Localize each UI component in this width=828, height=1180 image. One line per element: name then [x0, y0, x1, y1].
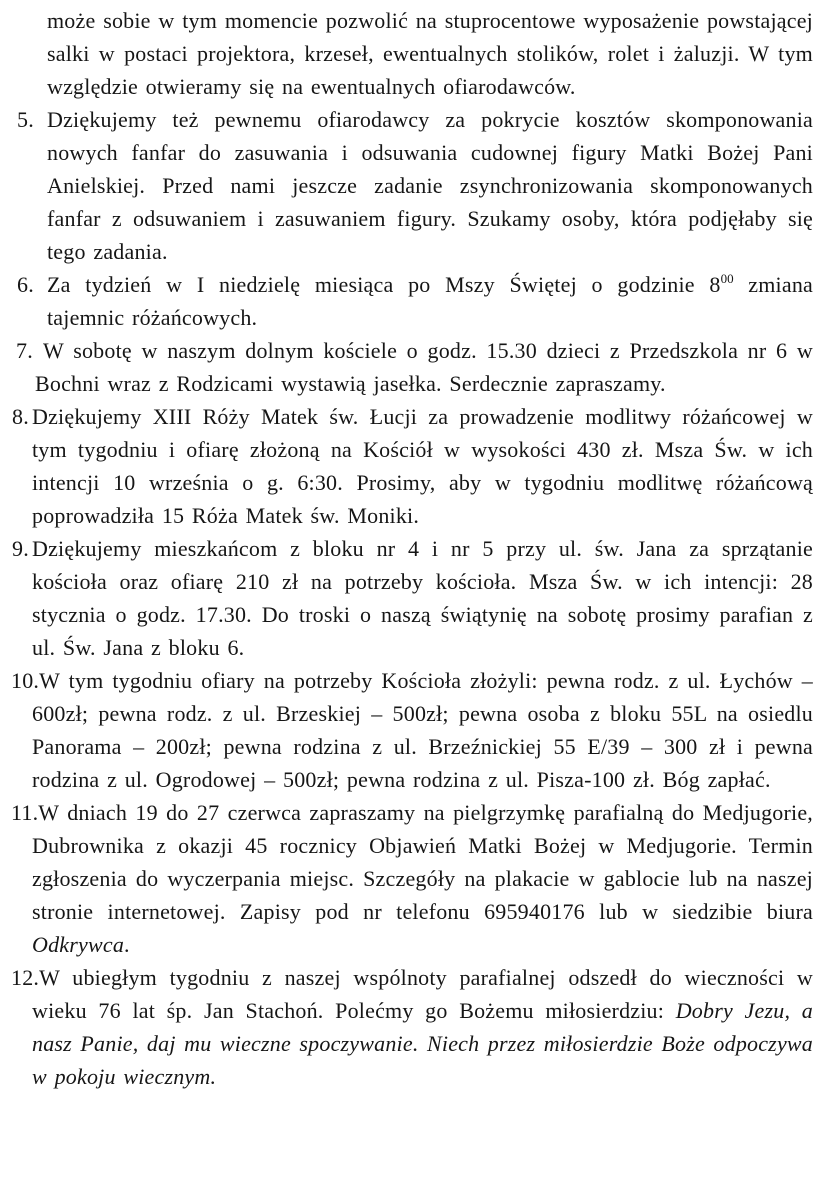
- item-text: W tym tygodniu ofiary na potrzeby Kościoła złożyli: pewna rodz. z ul. Łychów – 600zł; pewna rodz. z ul. Brzeskiej – 500zł; pewna osoba z bloku 55L na osiedlu Panorama – 200zł; pewna rodzina z ul. Brzeźnickiej 55 E/39 – 300 zł i pewna rodzina z ul. Ogrodowej – 500zł; pewna rodzina z ul. Pisza-100 zł. Bóg zapłać.: [32, 668, 813, 792]
- announcement-item-8: [0, 400, 813, 532]
- announcement-item-9: [0, 532, 813, 664]
- announcement-item-6: [0, 268, 813, 334]
- item-text-italic-prayer: Dobry Jezu, a nasz Panie, daj mu wieczne spoczywanie. Niech przez miłosierdzie Boże odpoczywa w pokoju wiecznym.: [32, 998, 813, 1089]
- item-number-5: 5.: [17, 107, 34, 132]
- item-text: Dziękujemy mieszkańcom z bloku nr 4 i nr 5 przy ul. św. Jana za sprzątanie kościoła oraz ofiarę 210 zł na potrzeby kościoła. Msza Św. w ich intencji: 28 stycznia o godz. 17.30. Do troski o naszą świątynię na sobotę prosimy parafian z ul. Św. Jana z bloku 6.: [32, 536, 813, 660]
- announcement-item-11: [0, 796, 813, 961]
- announcement-item-10: [0, 664, 813, 796]
- item-text: Dziękujemy XIII Róży Matek św. Łucji za prowadzenie modlitwy różańcowej w tym tygodniu i ofiarę złożoną na Kościół w wysokości 430 zł. Msza Św. w ich intencji 10 września o g. 6:30. Prosimy, aby w tygodniu modlitwę różańcową poprowadziła 15 Róża Matek św. Moniki.: [32, 404, 813, 528]
- item-number-9: 9.: [12, 536, 29, 561]
- item-text: W dniach 19 do 27 czerwca zapraszamy na pielgrzymkę parafialną do Medjugorie, Dubrownika z okazji 45 rocznicy Objawień Matki Bożej w Medjugorie. Termin zgłoszenia do wyczerpania miejsc. Szczegóły na plakacie w gablocie lub na naszej stronie internetowej. Zapisy pod nr telefonu 695940176 lub w siedzibie biura: [32, 800, 813, 924]
- paragraph-text: może sobie w tym momencie pozwolić na stuprocentowe wyposażenie powstającej salki w postaci projektora, krzeseł, ewentualnych stolików, rolet i żaluzji. W tym względzie otwieramy się na ewentualnych ofiarodawców.: [47, 8, 813, 99]
- item-text: W sobotę w naszym dolnym kościele o godz. 15.30 dzieci z Przedszkola nr 6 w Bochni wraz z Rodzicami wystawią jasełka. Serdecznie zapraszamy.: [35, 338, 813, 396]
- announcement-item-12: [0, 961, 813, 1093]
- item-number-8: 8.: [12, 404, 29, 429]
- item-text: .: [124, 932, 130, 957]
- item-text: W ubiegłym tygodniu z naszej wspólnoty parafialnej odszedł do wieczności w wieku 76 lat śp. Jan Stachoń. Polećmy go Bożemu miłosierdziu:: [32, 965, 813, 1023]
- item-number-11: 11.: [11, 800, 39, 825]
- announcement-item-5: [0, 103, 813, 268]
- item-text-italic-office-name: Odkrywca: [32, 932, 125, 957]
- paragraph-continuation-item-4: [0, 4, 813, 103]
- item-text: Dziękujemy też pewnemu ofiarodawcy za pokrycie kosztów skomponowania nowych fanfar do zasuwania i odsuwania cudownej figury Matki Bożej Pani Anielskiej. Przed nami jeszcze zadanie zsynchronizowania skomponowanych fanfar z odsuwaniem i zasuwaniem figury. Szukamy osoby, która podjęłaby się tego zadania.: [47, 107, 813, 264]
- item-number-10: 10.: [11, 668, 40, 693]
- item-text: Za tydzień w I niedzielę miesiąca po Mszy Świętej o godzinie 8: [47, 272, 721, 297]
- item-text: zmiana tajemnic różańcowych.: [47, 272, 814, 330]
- item-number-7: 7.: [16, 338, 33, 363]
- superscript-time: 00: [720, 271, 734, 286]
- item-number-6: 6.: [17, 272, 34, 297]
- announcement-item-7: [0, 334, 813, 400]
- item-number-12: 12.: [11, 965, 40, 990]
